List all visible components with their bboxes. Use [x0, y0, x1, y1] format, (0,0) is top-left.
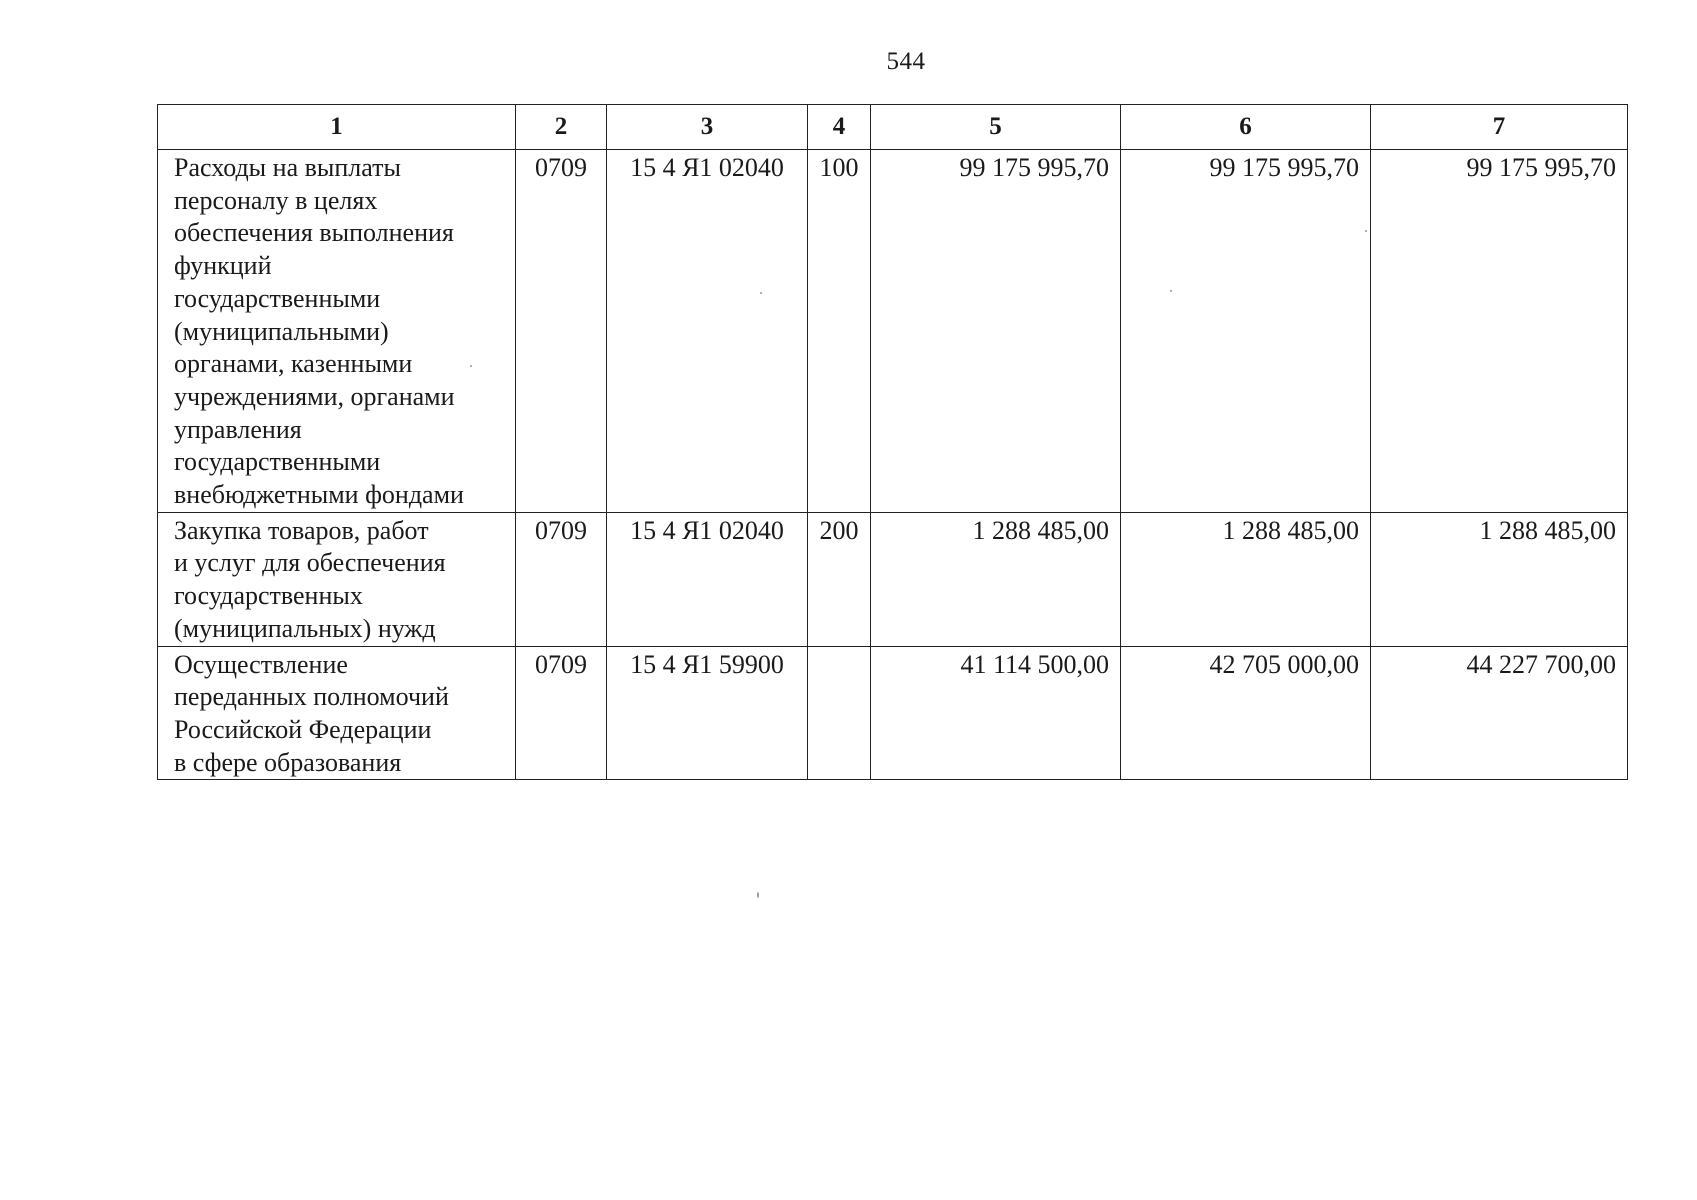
amount-year-1: 41 114 500,00: [871, 646, 1121, 780]
desc-line: (муниципальными): [174, 316, 389, 346]
desc-line: Осуществление: [174, 649, 348, 679]
desc-line: государственных: [174, 581, 363, 611]
section-code: 0709: [516, 512, 607, 646]
header-col-3: 3: [607, 105, 808, 150]
amount-year-3: 44 227 700,00: [1371, 646, 1628, 780]
expense-type-code: [808, 646, 871, 780]
desc-line: (муниципальных) нужд: [174, 613, 436, 643]
header-col-4: 4: [808, 105, 871, 150]
header-col-5: 5: [871, 105, 1121, 150]
header-col-2: 2: [516, 105, 607, 150]
desc-line: персоналу в целях: [174, 185, 378, 215]
row-description: [158, 150, 516, 513]
header-row: [158, 105, 1628, 150]
target-code: 15 4 Я1 02040: [607, 512, 808, 646]
header-col-1: 1: [158, 105, 516, 150]
desc-line: внебюджетными фондами: [174, 480, 464, 510]
desc-line: и услуг для обеспечения: [174, 548, 446, 578]
section-code: 0709: [516, 150, 607, 513]
table-row: [158, 512, 1628, 646]
desc-line: функций: [174, 251, 272, 281]
expense-type-code: 100: [808, 150, 871, 513]
row-description: [158, 646, 516, 780]
amount-year-2: 1 288 485,00: [1121, 512, 1371, 646]
desc-line: государственными: [174, 283, 381, 313]
desc-line: управления: [174, 414, 302, 444]
scan-speck: [760, 292, 762, 294]
amount-year-3: 1 288 485,00: [1371, 512, 1628, 646]
desc-line: обеспечения выполнения: [174, 218, 454, 248]
amount-year-3: 99 175 995,70: [1371, 150, 1628, 513]
header-col-6: 6: [1121, 105, 1371, 150]
amount-year-1: 1 288 485,00: [871, 512, 1121, 646]
row-description: [158, 512, 516, 646]
table-row: [158, 646, 1628, 780]
desc-line: органами, казенными: [174, 349, 413, 379]
target-code: 15 4 Я1 59900: [607, 646, 808, 780]
target-code: 15 4 Я1 02040: [607, 150, 808, 513]
amount-year-2: 42 705 000,00: [1121, 646, 1371, 780]
scan-speck: [757, 892, 759, 898]
scan-speck: [1170, 290, 1172, 292]
page-number: 544: [886, 48, 926, 75]
expense-type-code: 200: [808, 512, 871, 646]
desc-line: государственными: [174, 447, 381, 477]
header-col-7: 7: [1371, 105, 1628, 150]
scan-speck: [470, 365, 472, 367]
table-row: [158, 150, 1628, 513]
budget-table: [157, 104, 1628, 780]
amount-year-2: 99 175 995,70: [1121, 150, 1371, 513]
desc-line: в сфере образования: [174, 747, 402, 777]
desc-line: Расходы на выплаты: [174, 153, 401, 182]
scan-speck: [1365, 230, 1367, 232]
desc-line: переданных полномочий: [174, 682, 449, 712]
section-code: 0709: [516, 646, 607, 780]
desc-line: Российской Федерации: [174, 714, 432, 744]
amount-year-1: 99 175 995,70: [871, 150, 1121, 513]
desc-line: Закупка товаров, работ: [174, 515, 429, 545]
desc-line: учреждениями, органами: [174, 381, 455, 411]
